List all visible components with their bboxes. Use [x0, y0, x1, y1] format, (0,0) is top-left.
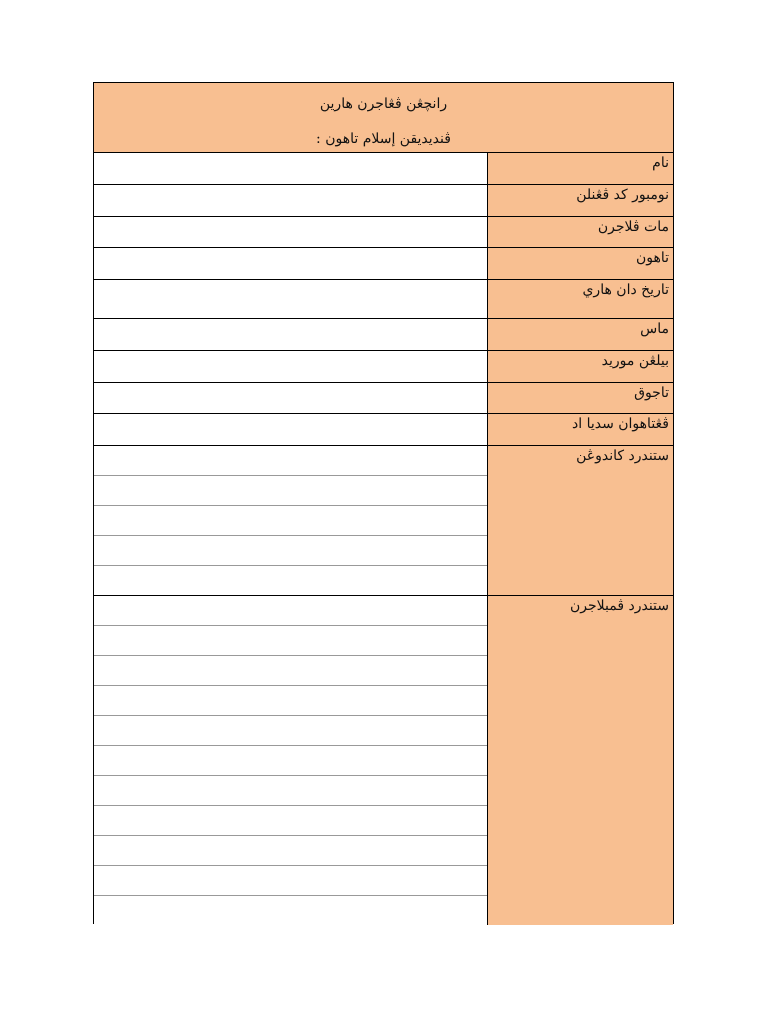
section-content-standard [94, 446, 673, 596]
ruled-line [94, 475, 487, 476]
ruled-line [94, 685, 487, 686]
ruled-line [94, 715, 487, 716]
ruled-line [94, 745, 487, 746]
time-field[interactable] [94, 319, 487, 350]
ruled-line [94, 805, 487, 806]
section-label: ستندرد ڤمبلاجرن [570, 598, 669, 614]
ruled-line [94, 505, 487, 506]
form-subtitle: ڤنديديقن إسلام تاهون : [316, 131, 451, 147]
field-row-student-count [94, 351, 673, 383]
prior-knowledge-field[interactable] [94, 414, 487, 445]
name-field[interactable] [94, 153, 487, 184]
topic-field[interactable] [94, 383, 487, 413]
field-label: مات ڤلاجرن [597, 219, 669, 235]
field-label: نام [652, 155, 669, 171]
field-row-name [94, 153, 673, 185]
label-cell [487, 596, 673, 925]
field-row-date-day [94, 280, 673, 319]
ruled-line [94, 655, 487, 656]
lesson-plan-form [93, 82, 674, 924]
field-label: بيلڠن موريد [601, 353, 669, 369]
label-cell [487, 248, 673, 279]
label-cell [487, 414, 673, 445]
subject-field[interactable] [94, 217, 487, 247]
label-cell [487, 185, 673, 216]
form-title: رانچڠن ڤڠاجرن هارين [319, 96, 448, 112]
ruled-line [94, 865, 487, 866]
field-row-prior-knowledge [94, 414, 673, 446]
field-row-subject [94, 217, 673, 248]
learning-standard-field[interactable] [94, 596, 487, 925]
section-label: ستندرد كاندوڠن [576, 448, 669, 464]
field-label: تاريخ دان هاري [582, 282, 669, 298]
label-cell [487, 446, 673, 595]
label-cell [487, 351, 673, 382]
field-row-id-number [94, 185, 673, 217]
field-label: تاهون [635, 250, 669, 266]
year-field[interactable] [94, 248, 487, 279]
field-row-time [94, 319, 673, 351]
label-cell [487, 383, 673, 413]
field-label: ڤڠتاهوان سديا اد [572, 416, 669, 432]
date-day-field[interactable] [94, 280, 487, 318]
field-label: ماس [640, 321, 669, 337]
ruled-line [94, 535, 487, 536]
section-learning-standard [94, 596, 673, 925]
label-cell [487, 217, 673, 247]
field-row-year [94, 248, 673, 280]
ruled-line [94, 835, 487, 836]
field-row-topic [94, 383, 673, 414]
student-count-field[interactable] [94, 351, 487, 382]
form-header [94, 83, 673, 153]
field-label: تاجوق [634, 385, 669, 401]
id-number-field[interactable] [94, 185, 487, 216]
ruled-line [94, 775, 487, 776]
label-cell [487, 153, 673, 184]
ruled-line [94, 565, 487, 566]
ruled-line [94, 625, 487, 626]
label-cell [487, 319, 673, 350]
ruled-line [94, 895, 487, 896]
content-standard-field[interactable] [94, 446, 487, 595]
field-label: نومبور كد ڤڠنلن [576, 187, 669, 203]
label-cell [487, 280, 673, 318]
